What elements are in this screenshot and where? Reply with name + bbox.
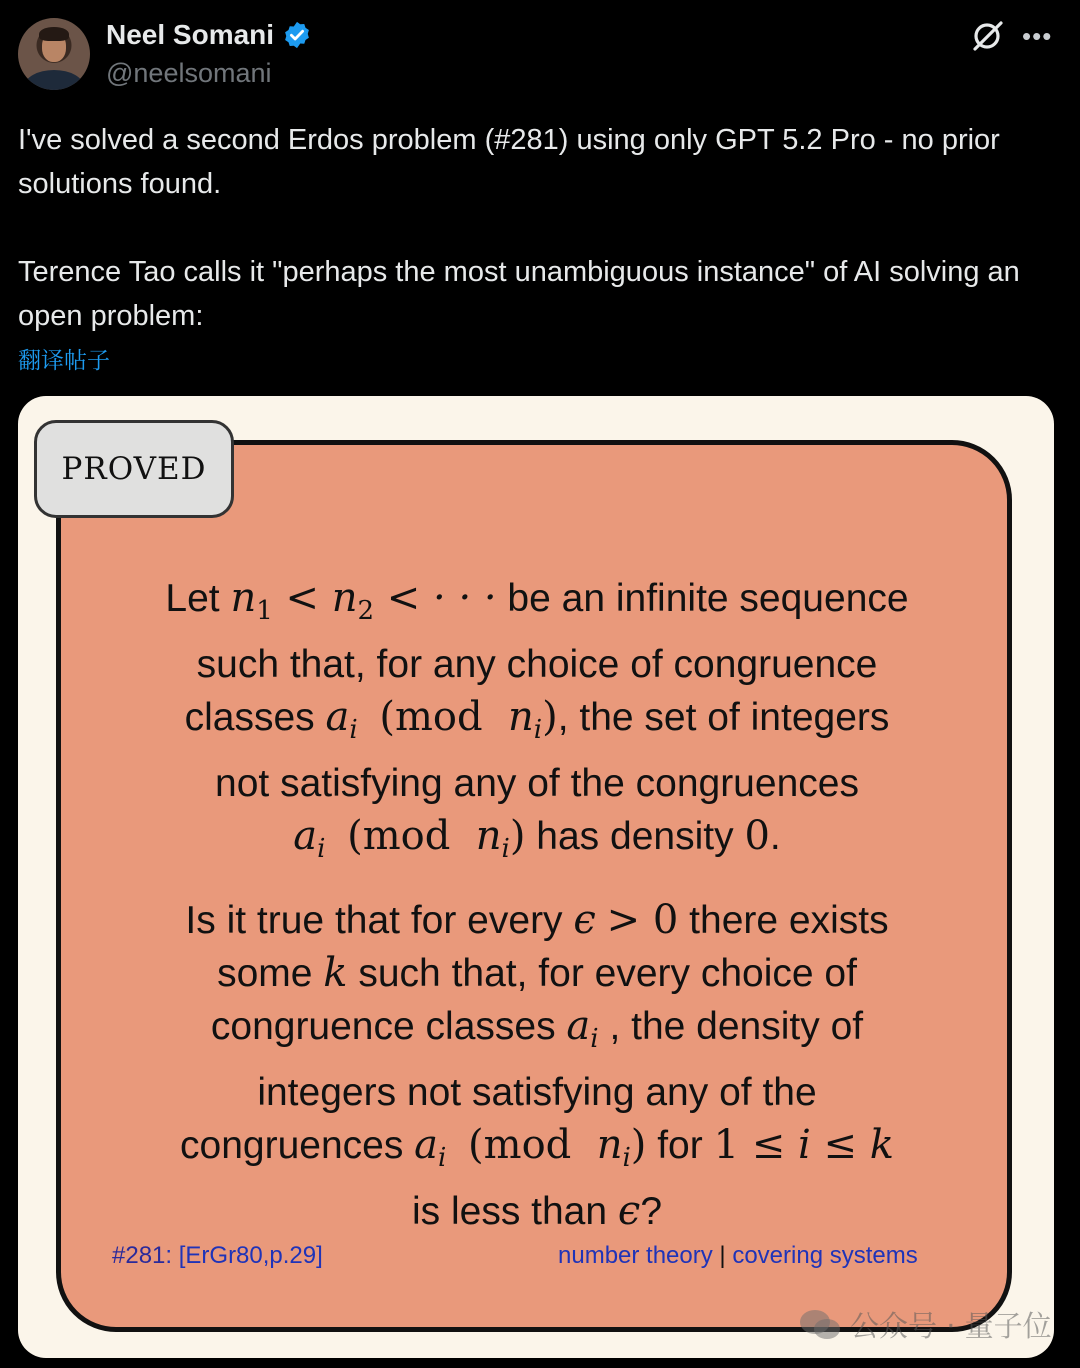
tag-separator: |: [712, 1242, 733, 1269]
problem-tags: [558, 1242, 918, 1270]
wechat-icon: [798, 1307, 842, 1343]
avatar-hair: [39, 27, 69, 41]
statement-line-4: not satisfying any of the congruences: [215, 762, 859, 805]
verified-badge-icon: [282, 20, 312, 50]
statement-line-3: classes $a_i$ (mod $n_i$), the set of integers: [184, 694, 890, 745]
paragraph-gap: [18, 206, 1058, 250]
statement-line-5: $a_i$ (mod $n_i$) has density 0.: [293, 813, 781, 864]
reference-citation: : [ErGr80,p.29]: [165, 1242, 323, 1269]
question-line-4: integers not satisfying any of the: [257, 1071, 817, 1114]
tweet-header: [0, 0, 1080, 110]
problem-reference: [112, 1242, 323, 1270]
tweet-text: [18, 118, 1058, 338]
tag-covering-systems: covering systems: [732, 1242, 918, 1269]
translate-post-link[interactable]: 翻译帖子: [18, 348, 110, 374]
math-sequence: $n_1 < n_2$ < · · ·: [230, 575, 497, 626]
math-congruence: $a_i$: [325, 694, 358, 745]
statement-line-2: such that, for any choice of congruence: [196, 643, 878, 686]
question-line-1: Is it true that for every ϵ > 0 there exists: [185, 897, 889, 943]
grok-icon[interactable]: [970, 18, 1006, 54]
tweet-paragraph-2: Terence Tao calls it "perhaps the most unambiguous instance" of AI solving an open problem:: [18, 256, 1020, 332]
proved-badge: PROVED: [34, 420, 234, 518]
question-line-3: congruence classes $a_i$ , the density of: [210, 1003, 864, 1054]
watermark-text: 公众号 · 量子位: [850, 1309, 1052, 1343]
problem-number-link: #281: [112, 1242, 166, 1269]
tag-number-theory: number theory: [558, 1242, 713, 1269]
problem-question: [78, 894, 996, 1238]
wechat-watermark: [798, 1304, 1052, 1345]
question-line-6: is less than ϵ?: [411, 1188, 663, 1234]
tweet-media-image[interactable]: [18, 396, 1054, 1358]
display-name[interactable]: Neel Somani: [106, 19, 275, 50]
avatar-shoulders: [24, 70, 84, 90]
question-line-5: congruences $a_i$ (mod $n_i$) for 1 ≤ i ≤ k: [180, 1122, 894, 1173]
statement-line-1: Let $n_1 < n_2$ < · · · be an infinite sequence: [165, 575, 909, 626]
question-line-2: some k such that, for every choice of: [217, 950, 857, 996]
more-options-icon[interactable]: •••: [1022, 21, 1053, 51]
user-handle[interactable]: @neelsomani: [106, 58, 272, 88]
avatar[interactable]: [18, 18, 90, 90]
problem-statement: [78, 572, 996, 876]
tweet-paragraph-1: I've solved a second Erdos problem (#281) using only GPT 5.2 Pro - no prior solutions found.: [18, 124, 1000, 200]
name-row: [106, 19, 312, 51]
